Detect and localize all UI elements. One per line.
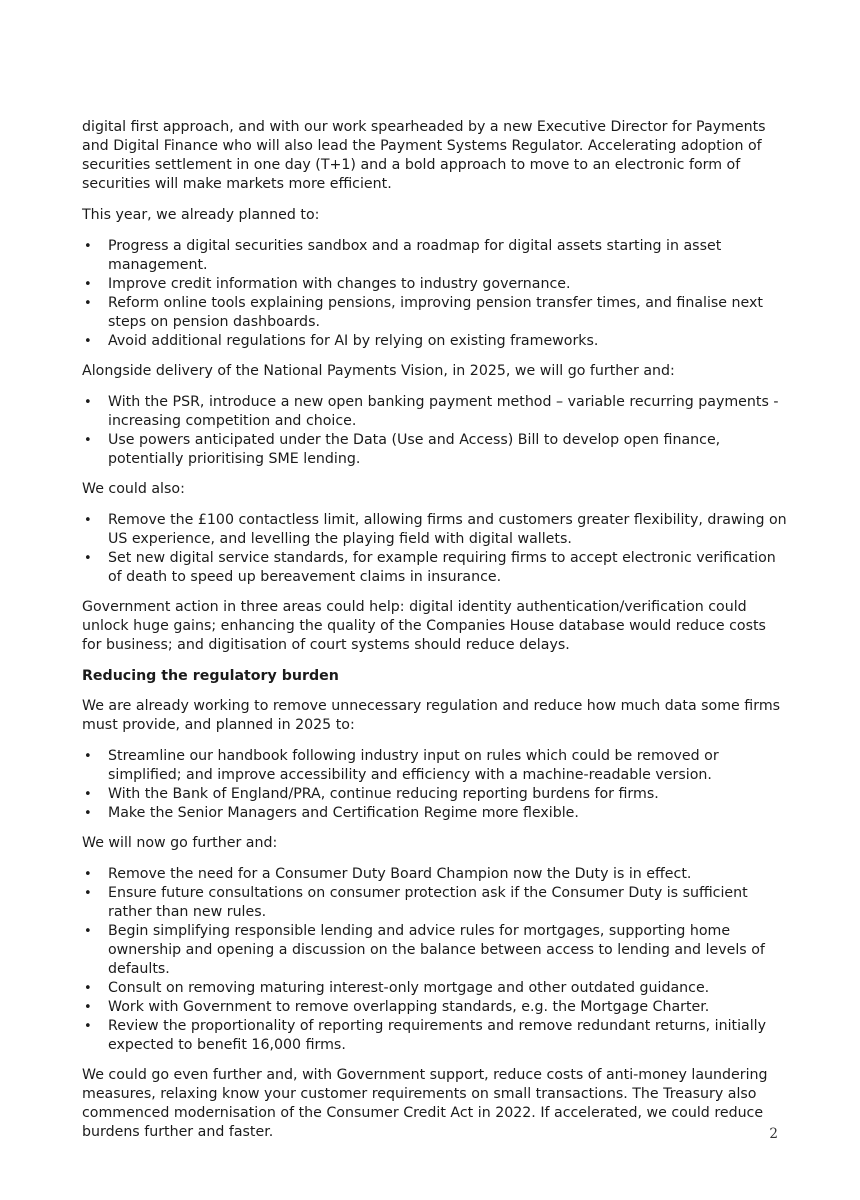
- list-item: • With the PSR, introduce a new open banking payment method – variable recurring payments - increasing competition and choice.: [82, 393, 788, 431]
- page-number: 2: [769, 1126, 778, 1142]
- list-item: • Ensure future consultations on consumer protection ask if the Consumer Duty is sufficient rather than new rules.: [82, 884, 788, 922]
- list-item: • Progress a digital securities sandbox and a roadmap for digital assets starting in asset management.: [82, 237, 788, 275]
- list-item: • Improve credit information with changes to industry governance.: [82, 275, 788, 294]
- list-item: • Review the proportionality of reporting requirements and remove redundant returns, initially expected to benefit 16,000 firms.: [82, 1017, 788, 1055]
- section-heading: Reducing the regulatory burden: [82, 668, 339, 684]
- list-item: • Begin simplifying responsible lending and advice rules for mortgages, supporting home ownership and opening a discussion on the balance between access to lending and levels of defaults.: [82, 922, 788, 979]
- government-paragraph: Government action in three areas could help: digital identity authentication/verification could unlock huge gains; enhancing the quality of the Companies House database would reduce costs for business; and digitisation of court systems should reduce delays.: [82, 599, 766, 653]
- planned-list: [82, 237, 788, 351]
- could-list: [82, 511, 788, 587]
- could-intro: We could also:: [82, 481, 185, 497]
- list-item: • Reform online tools explaining pensions, improving pension transfer times, and finalise next steps on pension dashboards.: [82, 294, 788, 332]
- list-item: • Use powers anticipated under the Data (Use and Access) Bill to develop open finance, potentially prioritising SME lending.: [82, 431, 788, 469]
- list-item: • Remove the need for a Consumer Duty Board Champion now the Duty is in effect.: [82, 865, 788, 884]
- list-item: • Remove the £100 contactless limit, allowing firms and customers greater flexibility, drawing on US experience, and levelling the playing field with digital wallets.: [82, 511, 788, 549]
- list-item: • Work with Government to remove overlapping standards, e.g. the Mortgage Charter.: [82, 998, 788, 1017]
- list-item: • Avoid additional regulations for AI by relying on existing frameworks.: [82, 332, 788, 351]
- page-content: [82, 118, 788, 1154]
- intro-paragraph: digital first approach, and with our work spearheaded by a new Executive Director for Payments and Digital Finance who will also lead the Payment Systems Regulator. Accelerating adoption of securities settlement in one day (T+1) and a bold approach to move to an electronic form of securities will make markets more efficient.: [82, 119, 766, 192]
- planned-intro: This year, we already planned to:: [82, 207, 320, 223]
- closing-paragraph: We could go even further and, with Government support, reduce costs of anti-money laundering measures, relaxing know your customer requirements on small transactions. The Treasury also commenced modernisation of the Consumer Credit Act in 2022. If accelerated, we could reduce burdens further and faster.: [82, 1067, 768, 1140]
- further-intro: Alongside delivery of the National Payments Vision, in 2025, we will go further and:: [82, 363, 675, 379]
- list-item: • Streamline our handbook following industry input on rules which could be removed or simplified; and improve accessibility and efficiency with a machine-readable version.: [82, 747, 788, 785]
- burden-intro: We are already working to remove unnecessary regulation and reduce how much data some firms must provide, and planned in 2025 to:: [82, 698, 781, 733]
- now-list: [82, 865, 788, 1055]
- list-item: • Make the Senior Managers and Certification Regime more flexible.: [82, 804, 788, 823]
- list-item: • Set new digital service standards, for example requiring firms to accept electronic verification of death to speed up bereavement claims in insurance.: [82, 549, 788, 587]
- list-item: • With the Bank of England/PRA, continue reducing reporting burdens for firms.: [82, 785, 788, 804]
- further-list: [82, 393, 788, 469]
- list-item: • Consult on removing maturing interest-only mortgage and other outdated guidance.: [82, 979, 788, 998]
- now-intro: We will now go further and:: [82, 835, 278, 851]
- burden-list: [82, 747, 788, 823]
